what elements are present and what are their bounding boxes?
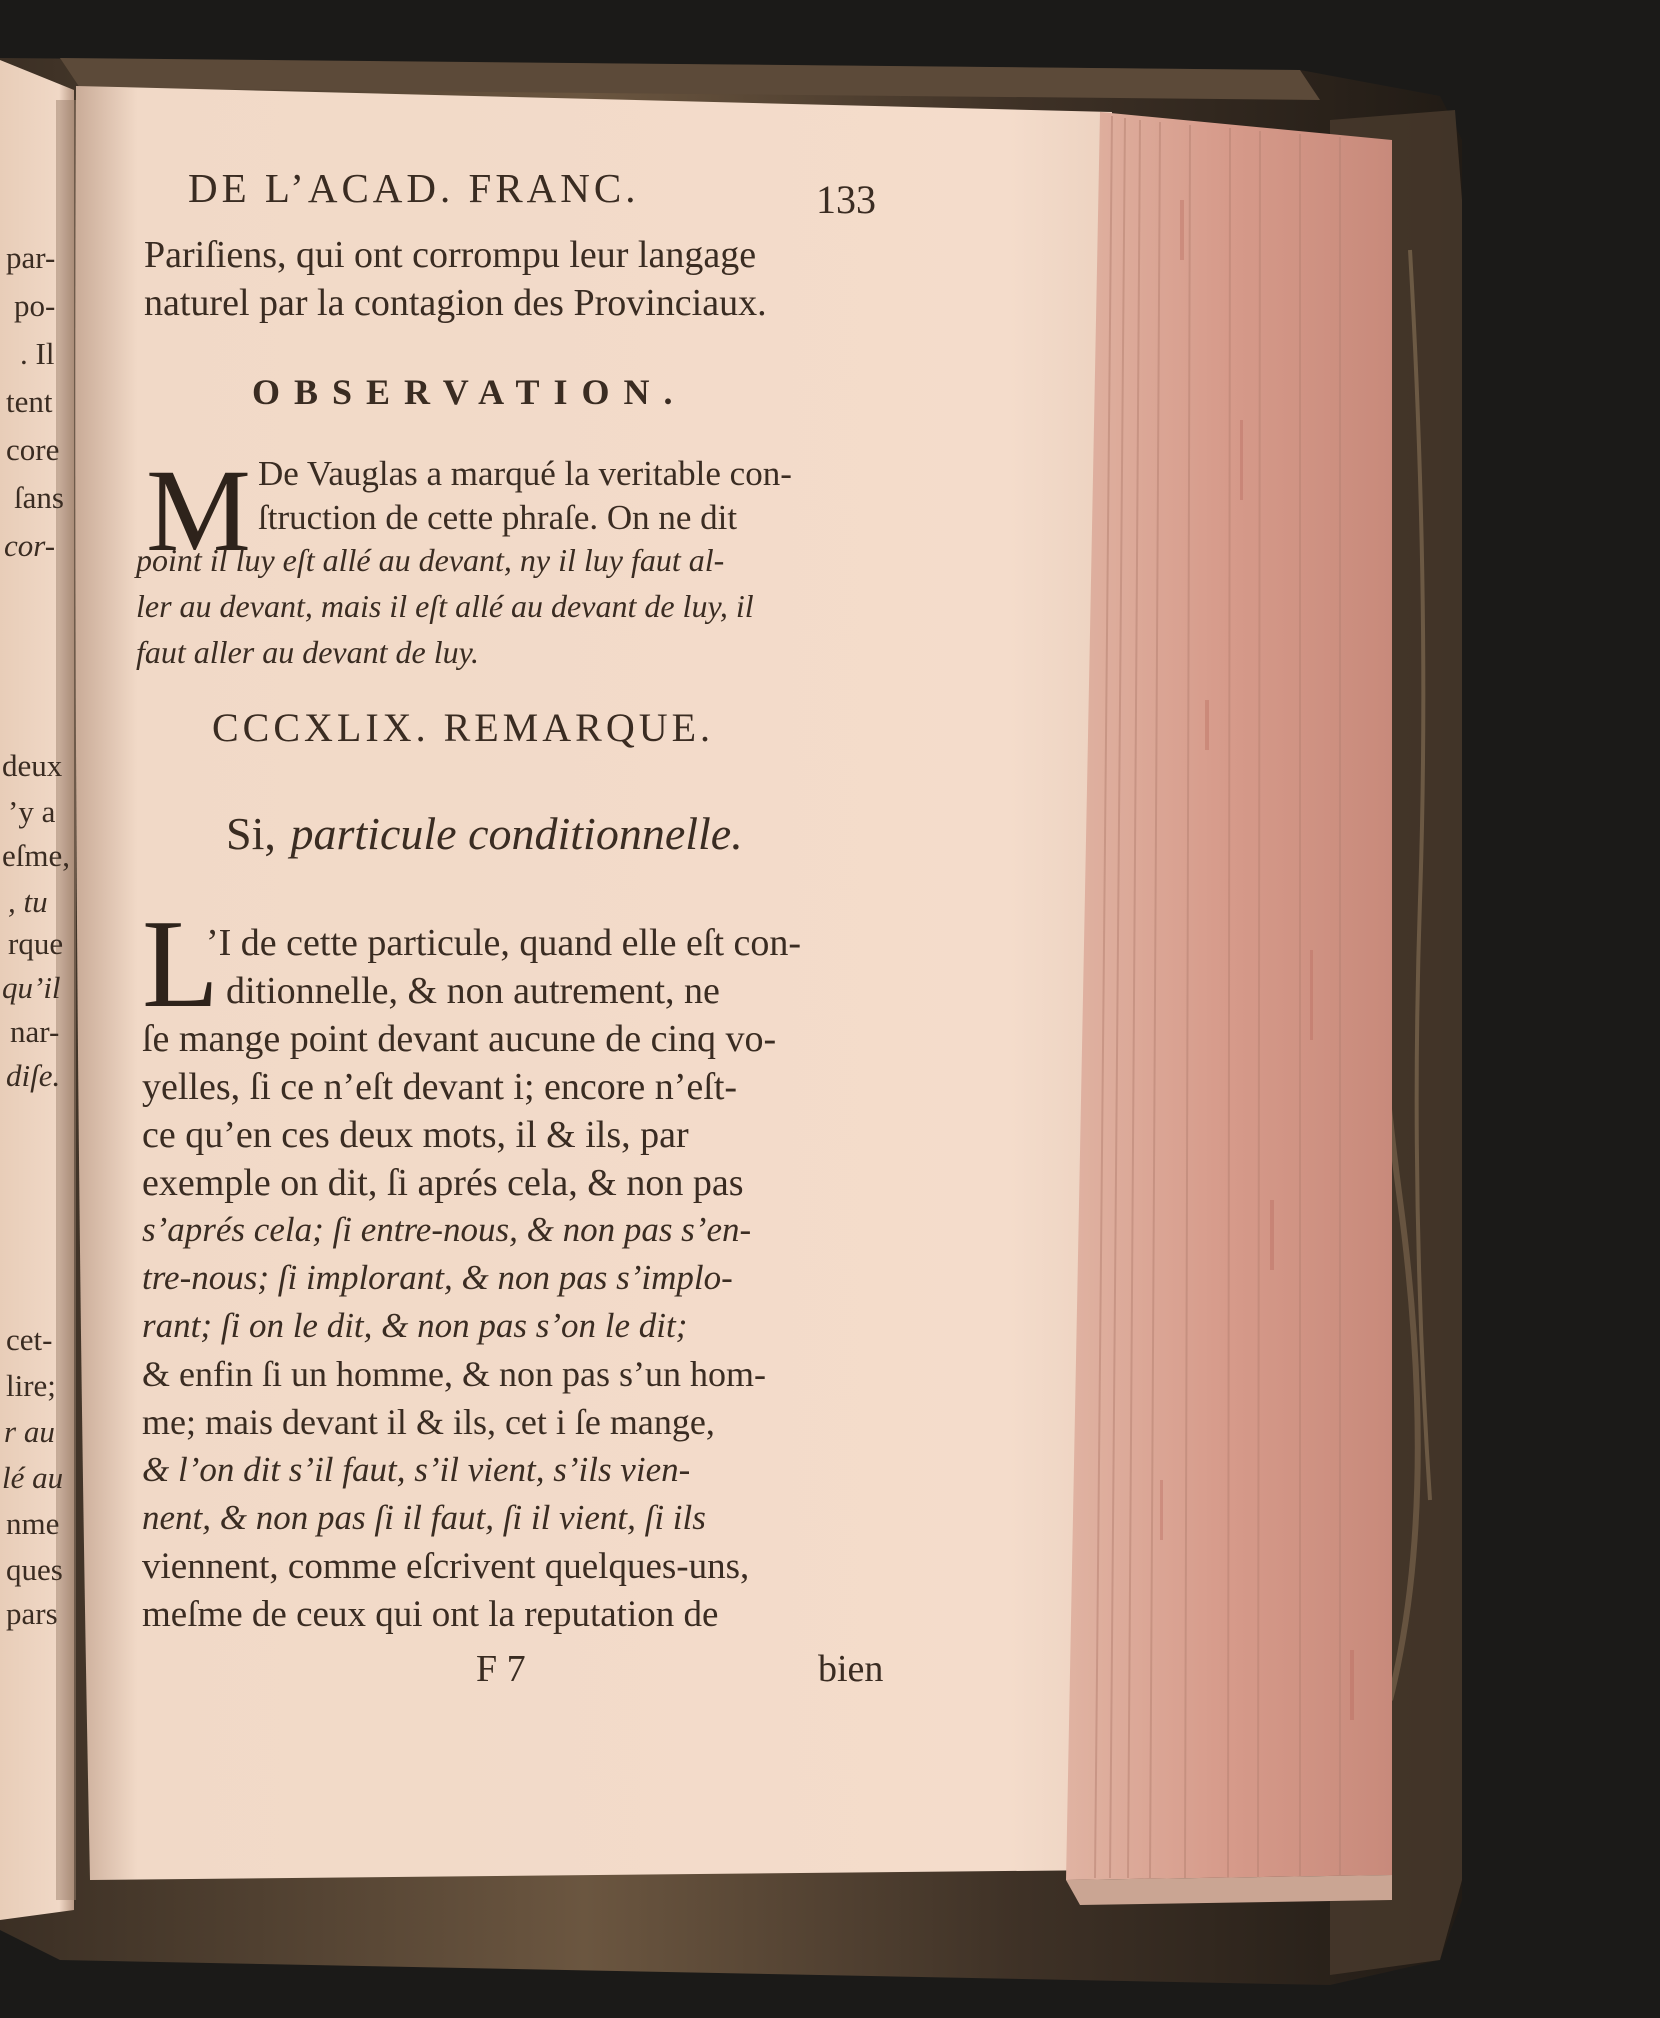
left-fragment: lé au [2, 1460, 64, 1495]
remark-subtitle-italic: particule conditionnelle. [290, 808, 743, 859]
left-fragment: diſe. [6, 1058, 61, 1093]
left-fragment: pars [6, 1596, 58, 1631]
intro-line: Pariſiens, qui ont corrompu leur langage [144, 234, 757, 276]
left-fragment: , tu [8, 884, 48, 919]
remark-heading: CCCXLIX. REMARQUE. [212, 705, 715, 750]
remark-drop-cap: L [142, 895, 219, 1034]
left-fragment: eſme, [2, 838, 70, 873]
signature-mark: F 7 [476, 1648, 526, 1690]
remark-line: viennent, comme eſcrivent quelques-uns, [142, 1546, 750, 1587]
remark-line: ’I de cette particule, quand elle eſt con- [206, 922, 802, 964]
page-number: 133 [816, 177, 876, 222]
left-fragment: tent [6, 384, 53, 419]
remark-line: & l’on dit s’il faut, s’il vient, s’ils vien- [142, 1450, 691, 1489]
observation-line: De Vauglas a marqué la veritable con- [258, 454, 792, 493]
remark-line: rant; ſi on le dit, & non pas s’on le dit; [142, 1306, 688, 1345]
remark-line: ſe mange point devant aucune de cinq vo- [142, 1018, 777, 1060]
left-fragment: . Il [20, 336, 55, 371]
left-fragment: core [6, 432, 60, 467]
left-page-text [0, 0, 72, 2018]
remark-subtitle-roman: Si, [226, 808, 276, 859]
left-fragment: par- [6, 240, 56, 275]
observation-line: ler au devant, mais il eſt allé au devant de luy, il [136, 588, 754, 624]
observation-line: point il luy eſt allé au devant, ny il luy faut al- [136, 542, 725, 578]
left-fragment: qu’il [2, 970, 61, 1005]
left-fragment: rque [8, 926, 64, 961]
left-fragment: ques [6, 1552, 63, 1587]
running-head: DE L’ACAD. FRANC. [188, 165, 640, 211]
left-fragment: deux [2, 748, 63, 783]
remark-line: ce qu’en ces deux mots, il & ils, par [142, 1114, 689, 1156]
remark-line: yelles, ſi ce n’eſt devant i; encore n’eſt- [142, 1066, 738, 1108]
left-fragment: po- [14, 288, 56, 323]
observation-drop-cap: M [146, 445, 251, 576]
remark-line: meſme de ceux qui ont la reputation de [142, 1594, 719, 1635]
left-fragment: lire; [6, 1368, 56, 1403]
intro-line: naturel par la contagion des Provinciaux. [144, 282, 767, 324]
observation-heading: OBSERVATION. [252, 372, 687, 412]
catchword: bien [818, 1648, 884, 1690]
left-fragment: cor- [4, 528, 56, 563]
remark-line: ditionnelle, & non autrement, ne [226, 970, 720, 1012]
observation-line: ſtruction de cette phraſe. On ne dit [258, 498, 738, 537]
observation-line: faut aller au devant de luy. [136, 634, 480, 670]
left-fragment: ’y a [8, 794, 56, 829]
remark-line: nent, & non pas ſi il faut, ſi il vient, ſi ils [142, 1498, 706, 1537]
left-fragment: ſans [14, 480, 64, 515]
left-fragment: nar- [10, 1014, 60, 1049]
remark-line: tre-nous; ſi implorant, & non pas s’implo- [142, 1258, 733, 1297]
remark-line: exemple on dit, ſi aprés cela, & non pas [142, 1162, 744, 1204]
remark-line: me; mais devant il & ils, cet i ſe mange, [142, 1402, 715, 1442]
left-fragment: cet- [6, 1322, 53, 1357]
remark-line: & enfin ſi un homme, & non pas s’un hom- [142, 1354, 766, 1394]
left-fragment: r au [4, 1414, 55, 1449]
remark-line: s’aprés cela; ſi entre-nous, & non pas s’en- [142, 1210, 752, 1249]
remark-subtitle [226, 810, 743, 857]
left-fragment: nme [6, 1506, 60, 1541]
